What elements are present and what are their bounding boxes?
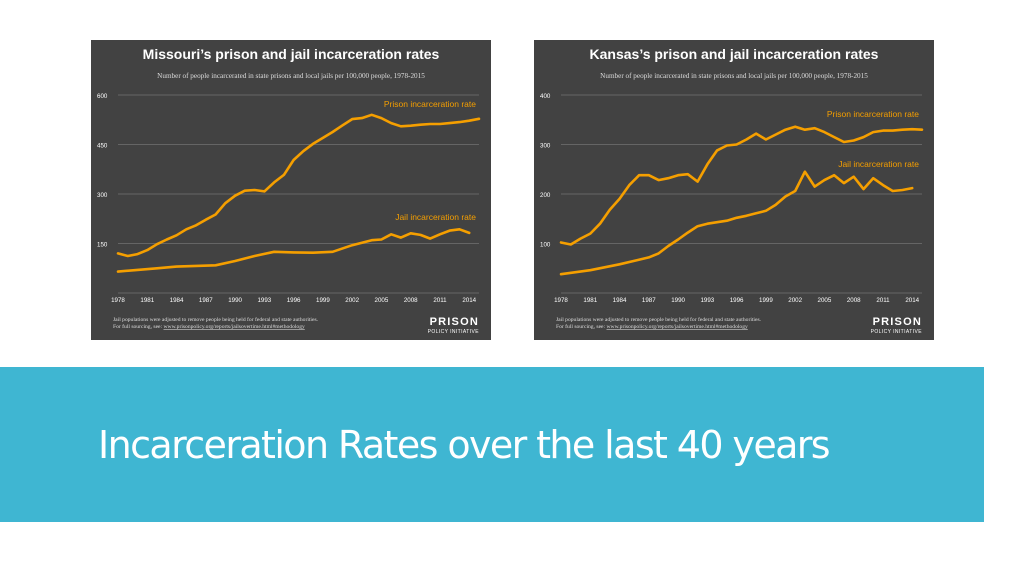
y-tick-label: 450 (97, 142, 108, 150)
y-tick-label: 600 (97, 93, 108, 100)
missouri-chart (91, 40, 491, 340)
x-tick-label: 2005 (817, 297, 832, 304)
kansas-chart (534, 40, 934, 340)
x-tick-label: 1996 (729, 297, 744, 304)
x-tick-label: 1984 (612, 297, 627, 304)
x-tick-label: 2011 (876, 297, 890, 304)
x-tick-label: 2014 (905, 297, 920, 304)
x-tick-label: 1978 (111, 297, 125, 304)
source-link: www.prisonpolicy.org/reports/jailsovertime.html#methodology (163, 324, 305, 330)
series-label-jail: Jail incarceration rate (395, 212, 476, 222)
logo-prison: PRISON (429, 316, 479, 328)
chart-subtitle: Number of people incarcerated in state prisons and local jails per 100,000 people, 1978-2015 (157, 72, 425, 80)
x-tick-label: 1996 (286, 297, 301, 304)
series-label-jail: Jail incarceration rate (838, 159, 919, 169)
x-tick-label: 1984 (169, 297, 184, 304)
x-tick-label: 2011 (433, 297, 447, 304)
footnote: Jail populations were adjusted to remove people being held for federal and state authorities. (556, 317, 762, 323)
y-tick-label: 400 (540, 93, 551, 100)
x-tick-label: 1999 (316, 297, 330, 304)
logo-prison: PRISON (872, 316, 922, 328)
series-line-jail (561, 172, 912, 275)
y-tick-label: 150 (97, 241, 108, 249)
x-tick-label: 1978 (554, 297, 568, 304)
x-tick-label: 2005 (374, 297, 389, 304)
y-tick-label: 200 (540, 192, 551, 199)
series-line-jail (118, 229, 469, 271)
x-tick-label: 2014 (462, 297, 477, 304)
series-label-prison: Prison incarceration rate (826, 109, 919, 119)
footnote: Jail populations were adjusted to remove people being held for federal and state authorities. (113, 317, 319, 323)
footnote-source: For full sourcing, see: www.prisonpolicy.org/reports/jailsovertime.html#methodology (556, 324, 748, 330)
series-line-prison (118, 115, 479, 256)
x-tick-label: 1993 (257, 297, 272, 304)
chart-title: Missouri’s prison and jail incarceration rates (142, 46, 440, 62)
x-tick-label: 2002 (788, 297, 803, 304)
chart-subtitle: Number of people incarcerated in state prisons and local jails per 100,000 people, 1978-2015 (600, 72, 868, 80)
x-tick-label: 1987 (641, 297, 656, 304)
chart-title: Kansas’s prison and jail incarceration rates (589, 46, 879, 62)
x-tick-label: 1990 (671, 297, 685, 304)
y-tick-label: 100 (540, 241, 551, 249)
footnote-source: For full sourcing, see: www.prisonpolicy.org/reports/jailsovertime.html#methodology (113, 324, 305, 330)
x-tick-label: 1990 (228, 297, 242, 304)
x-tick-label: 1999 (759, 297, 773, 304)
chart-svg (534, 40, 934, 340)
x-tick-label: 2008 (403, 297, 418, 304)
x-tick-label: 1993 (700, 297, 715, 304)
x-tick-label: 1987 (198, 297, 213, 304)
logo-policy-initiative: POLICY INITIATIVE (870, 329, 922, 335)
series-label-prison: Prison incarceration rate (383, 99, 476, 109)
x-tick-label: 2002 (345, 297, 360, 304)
x-tick-label: 1981 (583, 297, 598, 304)
slide-title: Incarceration Rates over the last 40 years (98, 423, 830, 467)
chart-svg (91, 40, 491, 340)
source-link: www.prisonpolicy.org/reports/jailsovertime.html#methodology (606, 324, 748, 330)
x-tick-label: 1981 (140, 297, 155, 304)
title-banner (0, 367, 984, 522)
x-tick-label: 2008 (846, 297, 861, 304)
y-tick-label: 300 (97, 192, 108, 199)
logo-policy-initiative: POLICY INITIATIVE (427, 329, 479, 335)
y-tick-label: 300 (540, 142, 551, 150)
